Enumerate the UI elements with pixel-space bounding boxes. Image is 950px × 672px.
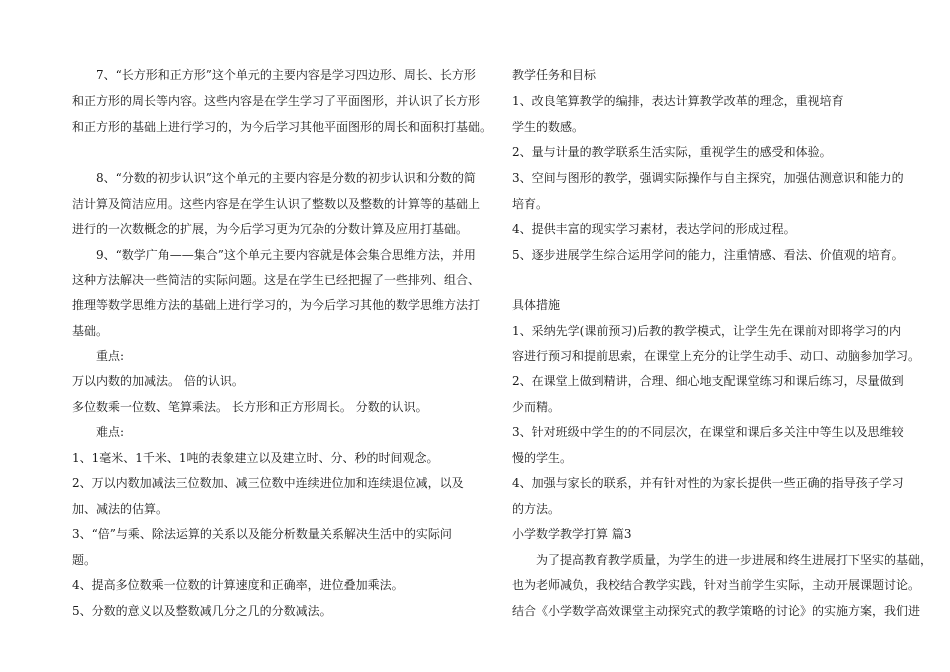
section-heading-teaching-goals: 教学任务和目标 bbox=[512, 68, 597, 82]
text-line: 2、万以内数加减法三位数加、减三位数中连续进位加和连续退位减，以及 bbox=[72, 476, 464, 490]
section-title-part-3: 小学数学教学打算 篇3 bbox=[512, 527, 632, 541]
text-line: 2、量与计量的教学联系生活实际，重视学生的感受和体验。 bbox=[512, 145, 832, 159]
text-line: 1、采纳先学(课前预习)后教的教学模式，让学生先在课前对即将学习的内 bbox=[512, 324, 902, 338]
text-line: 5、逐步进展学生综合运用学问的能力，注重情感、看法、价值观的培育。 bbox=[512, 248, 904, 262]
section-heading-difficulties: 难点: bbox=[96, 425, 125, 439]
text-line: 3、空间与图形的教学，强调实际操作与自主探究，加强估测意识和能力的 bbox=[512, 171, 904, 185]
text-line: 1、改良笔算教学的编排，表达计算教学改革的理念，重视培育 bbox=[512, 94, 844, 108]
text-line: 9、“数学广角——集合”这个单元主要内容就是体会集合思维方法，并用 bbox=[96, 248, 476, 262]
text-line: 1、1毫米、1千米、1吨的表象建立以及建立时、分、秒的时间观念。 bbox=[72, 451, 439, 465]
text-line: 多位数乘一位数、笔算乘法。 长方形和正方形周长。 分数的认识。 bbox=[72, 400, 428, 414]
text-line: 的方法。 bbox=[512, 502, 561, 516]
text-line: 8、“分数的初步认识”这个单元的主要内容是分数的初步认识和分数的简 bbox=[96, 171, 476, 185]
text-line: 和正方形的周长等内容。这些内容是在学生学习了平面图形，并认识了长方形 bbox=[72, 94, 481, 108]
text-line: 这种方法解决一些简洁的实际问题。这是在学生已经把握了一些排列、组合、 bbox=[72, 273, 481, 287]
text-line: 洁计算及简洁应用。这些内容是在学生认识了整数以及整数的计算等的基础上 bbox=[72, 197, 481, 211]
text-line: 和正方形的基础上进行学习的，为今后学习其他平面图形的周长和面积打基础。 bbox=[72, 120, 493, 134]
text-line: 万以内数的加减法。 倍的认识。 bbox=[72, 374, 244, 388]
text-line: 为了提高教育教学质量，为学生的进一步进展和终生进展打下坚实的基础， bbox=[536, 553, 933, 567]
section-heading-key-points: 重点: bbox=[96, 349, 125, 363]
text-line: 7、“长方形和正方形”这个单元的主要内容是学习四边形、周长、长方形 bbox=[96, 68, 476, 82]
text-line: 4、提高多位数乘一位数的计算速度和正确率，进位叠加乘法。 bbox=[72, 578, 404, 592]
text-line: 结合《小学数学高效课堂主动探究式的教学策略的讨论》的实施方案，我们进 bbox=[512, 604, 921, 618]
text-line: 也为老师减负，我校结合教学实践，针对当前学生实际，主动开展课题讨论。 bbox=[512, 578, 921, 592]
section-heading-measures: 具体措施 bbox=[512, 298, 561, 312]
text-line: 学生的数感。 bbox=[512, 120, 585, 134]
text-line: 2、在课堂上做到精讲，合理、细心地支配课堂练习和课后练习，尽量做到 bbox=[512, 374, 904, 388]
text-line: 题。 bbox=[72, 553, 97, 567]
text-line: 慢的学生。 bbox=[512, 451, 573, 465]
text-line: 3、针对班级中学生的的不同层次，在课堂和课后多关注中等生以及思维较 bbox=[512, 425, 904, 439]
text-line: 4、加强与家长的联系，并有针对性的为家长提供一些正确的指导孩子学习 bbox=[512, 476, 904, 490]
text-line: 推理等数学思维方法的基础上进行学习的，为今后学习其他的数学思维方法打 bbox=[72, 298, 481, 312]
text-line: 加、减法的估算。 bbox=[72, 502, 169, 516]
text-line: 进行的一次数概念的扩展，为今后学习更为冗杂的分数计算及应用打基础。 bbox=[72, 222, 469, 236]
text-line: 4、提供丰富的现实学习素材，表达学问的形成过程。 bbox=[512, 222, 796, 236]
text-line: 容进行预习和提前思索，在课堂上充分的让学生动手、动口、动脑参加学习。 bbox=[512, 349, 921, 363]
text-line: 少而精。 bbox=[512, 400, 561, 414]
text-line: 基础。 bbox=[72, 324, 109, 338]
text-line: 3、“倍”与乘、除法运算的关系以及能分析数量关系解决生活中的实际问 bbox=[72, 527, 452, 541]
text-line: 5、分数的意义以及整数减几分之几的分数减法。 bbox=[72, 604, 332, 618]
text-line: 培育。 bbox=[512, 197, 549, 211]
